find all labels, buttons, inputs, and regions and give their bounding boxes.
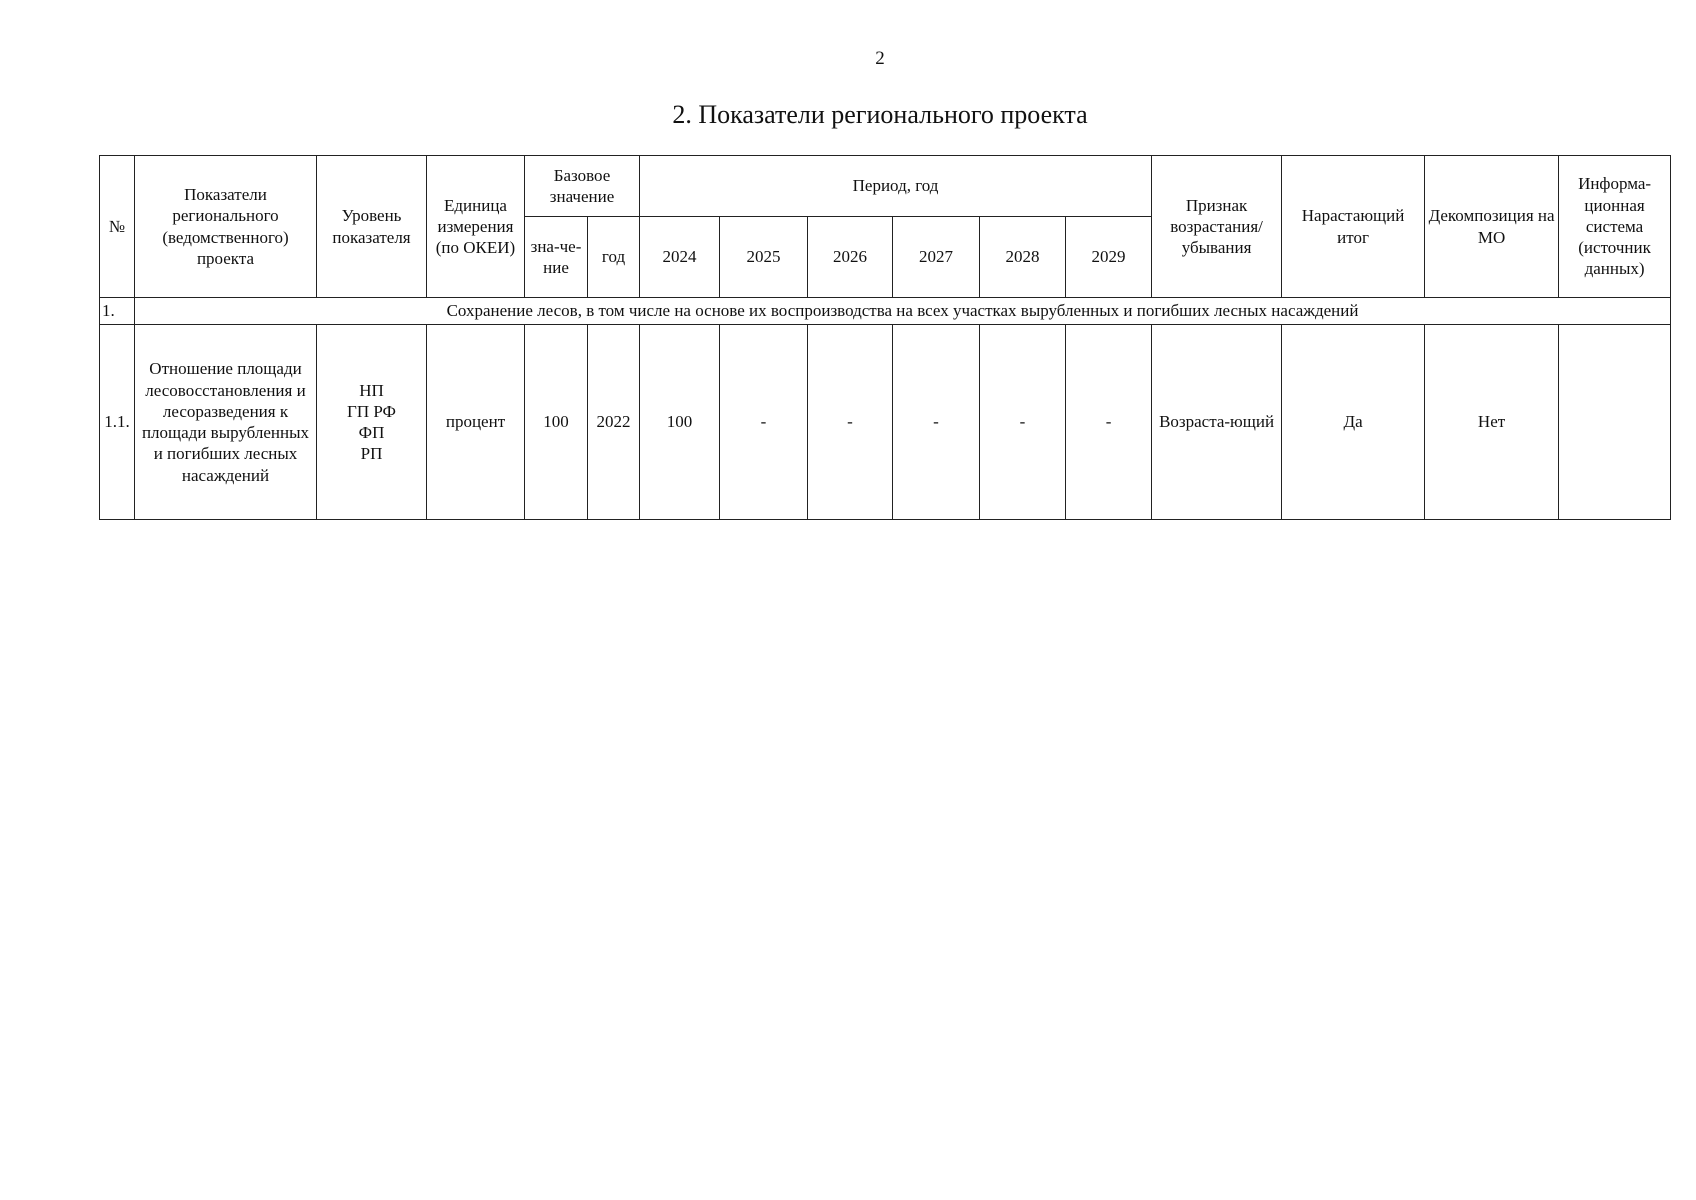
table-header-row [100, 156, 1671, 217]
header-year-2024: 2024 [640, 217, 720, 298]
row-info-system [1559, 325, 1671, 520]
header-trend: Признак возрастания/ убывания [1152, 156, 1282, 298]
section-num: 1. [100, 298, 135, 325]
row-base-value: 100 [525, 325, 588, 520]
row-decomposition: Нет [1425, 325, 1559, 520]
header-cumulative: Нарастающий итог [1282, 156, 1425, 298]
header-indicator: Показатели регионального (ведомственного) проекта [135, 156, 317, 298]
header-base-value: зна-че-ние [525, 217, 588, 298]
row-base-year: 2022 [588, 325, 640, 520]
row-levels [317, 325, 427, 520]
row-trend: Возраста-ющий [1152, 325, 1282, 520]
header-level: Уровень показателя [317, 156, 427, 298]
level-item: ФП [358, 423, 385, 442]
row-value-2024: 100 [640, 325, 720, 520]
section-title: Сохранение лесов, в том числе на основе их воспроизводства на всех участках вырубленных и погибших лесных насаждений [135, 298, 1671, 325]
header-base-year: год [588, 217, 640, 298]
header-year-2027: 2027 [893, 217, 980, 298]
indicators-table [99, 155, 1671, 520]
level-item: ГП РФ [347, 401, 396, 421]
page-number: 2 [875, 48, 885, 69]
row-value-2027: - [893, 325, 980, 520]
row-value-2029: - [1066, 325, 1152, 520]
section-row [100, 298, 1671, 325]
header-decomposition: Декомпозиция на МО [1425, 156, 1559, 298]
header-unit: Единица измерения (по ОКЕИ) [427, 156, 525, 298]
row-cumulative: Да [1282, 325, 1425, 520]
header-base: Базовое значение [525, 156, 640, 217]
level-item: НП [359, 380, 384, 400]
row-indicator: Отношение площади лесовосстановления и лесоразведения к площади вырубленных и погибших лесных насаждений [135, 325, 317, 520]
header-year-2029: 2029 [1066, 217, 1152, 298]
row-unit: процент [427, 325, 525, 520]
header-info-system: Информа-ционная система (источник данных) [1559, 156, 1671, 298]
document-title: 2. Показатели регионального проекта [672, 100, 1088, 129]
row-value-2026: - [808, 325, 893, 520]
row-value-2028: - [980, 325, 1066, 520]
header-year-2026: 2026 [808, 217, 893, 298]
header-num: № [100, 156, 135, 298]
header-period: Период, год [640, 156, 1152, 217]
row-value-2025: - [720, 325, 808, 520]
table-row [100, 325, 1671, 520]
row-num: 1.1. [100, 325, 135, 520]
header-year-2025: 2025 [720, 217, 808, 298]
level-item: РП [360, 444, 383, 464]
header-year-2028: 2028 [980, 217, 1066, 298]
